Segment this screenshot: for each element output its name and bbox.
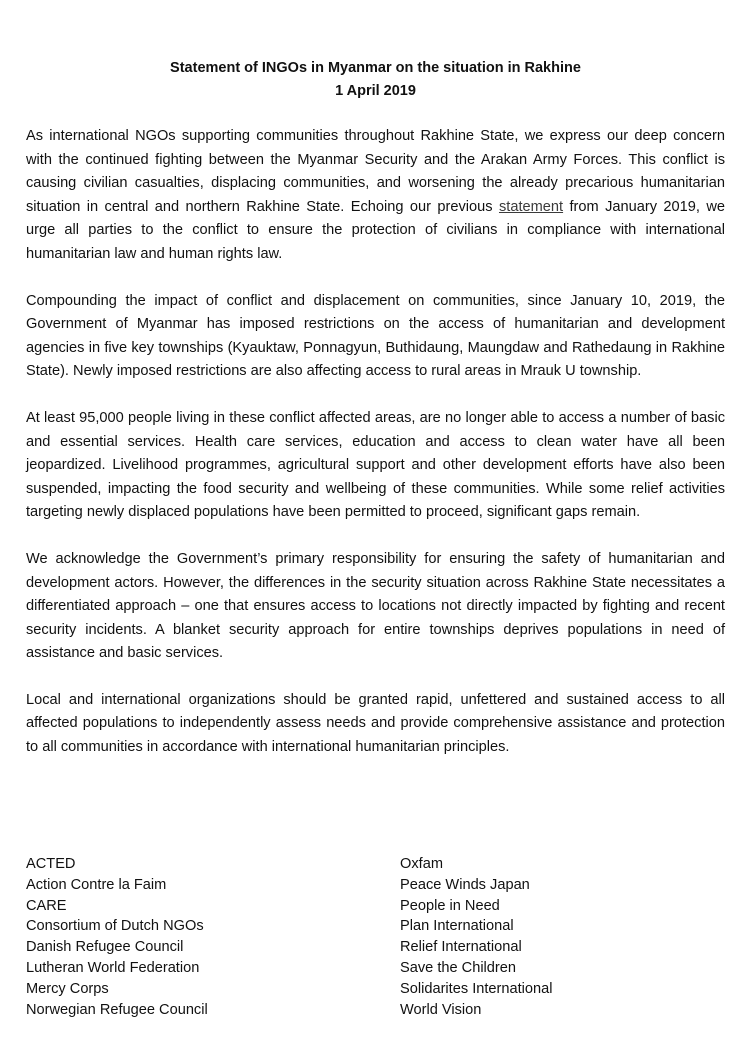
signatory-item: ACTED bbox=[26, 856, 76, 872]
document-title: Statement of INGOs in Myanmar on the situation in Rakhine bbox=[170, 60, 581, 76]
paragraph-1-text-end: from January 2019, we urge all parties to the conflict to ensure the protection of civilians in compliance with international humanitarian law and human rights law. bbox=[26, 198, 725, 262]
signatory-item: Mercy Corps bbox=[26, 980, 109, 997]
signatory-item: Solidarites International bbox=[400, 980, 553, 997]
signatory-item: Lutheran World Federation bbox=[26, 959, 200, 976]
signatory-item: Relief International bbox=[400, 939, 522, 956]
paragraph-1 bbox=[26, 125, 725, 267]
paragraph-5: Local and international organizations should be granted rapid, unfettered and sustained access to all affected populations to independently assess needs and provide comprehensive assistance and protection to all communities in accordance with international humanitarian principles. bbox=[26, 691, 725, 756]
signatory-item: Action Contre la Faim bbox=[26, 876, 167, 893]
paragraph-2: Compounding the impact of conflict and displacement on communities, since January 10, 2019, the Government of Myanmar has imposed restrictions on the access of humanitarian and development agencies in five key townships (Kyauktaw, Ponnagyun, Buthidaung, Maungdaw and Rathedaung in Rakhine State). Newly imposed restrictions are also affecting access to rural areas in Mrauk U township. bbox=[26, 292, 725, 380]
paragraph-1-text-start: As international NGOs supporting communities throughout Rakhine State, we express our deep concern with the continued fighting between the Myanmar Security and the Arakan Army Forces. This conflict is causing civilian casualties, displacing communities, and worsening the already precarious humanitarian situation in central and northern Rakhine State. Echoing our previous bbox=[26, 128, 725, 215]
signatory-item: People in Need bbox=[400, 897, 500, 914]
paragraph-3: At least 95,000 people living in these conflict affected areas, are no longer able to access a number of basic and essential services. Health care services, education and access to clean water have all been jeopardized. Livelihood programmes, agricultural support and other development efforts have also been suspended, impacting the food security and wellbeing of these communities. While some relief activities targeting newly displaced populations have been permitted to proceed, significant gaps remain. bbox=[26, 409, 725, 521]
statement-link[interactable]: statement bbox=[498, 198, 564, 215]
signatory-item: Oxfam bbox=[400, 856, 443, 872]
paragraph-4: We acknowledge the Government’s primary responsibility for ensuring the safety of humanitarian and development actors. However, the differences in the security situation across Rakhine State necessitates a differentiated approach – one that ensures access to locations not directly impacted by fighting and recent security incidents. A blanket security approach for entire townships deprives populations in need of assistance and basic services. bbox=[26, 550, 725, 662]
document-date: 1 April 2019 bbox=[335, 83, 416, 99]
document-body bbox=[26, 125, 725, 760]
signatory-item: World Vision bbox=[400, 1001, 482, 1018]
signatory-item: Plan International bbox=[400, 918, 514, 935]
signatory-item: Norwegian Refugee Council bbox=[26, 1001, 208, 1018]
signatory-item: Save the Children bbox=[400, 959, 517, 976]
signatory-item: Consortium of Dutch NGOs bbox=[26, 918, 204, 935]
signatory-item: Peace Winds Japan bbox=[400, 876, 530, 893]
signatory-column-left bbox=[26, 854, 400, 1020]
signatory-item: Danish Refugee Council bbox=[26, 939, 184, 956]
signatory-item: CARE bbox=[26, 897, 67, 914]
signatory-list bbox=[26, 854, 726, 1020]
signatory-column-right bbox=[400, 854, 720, 1020]
